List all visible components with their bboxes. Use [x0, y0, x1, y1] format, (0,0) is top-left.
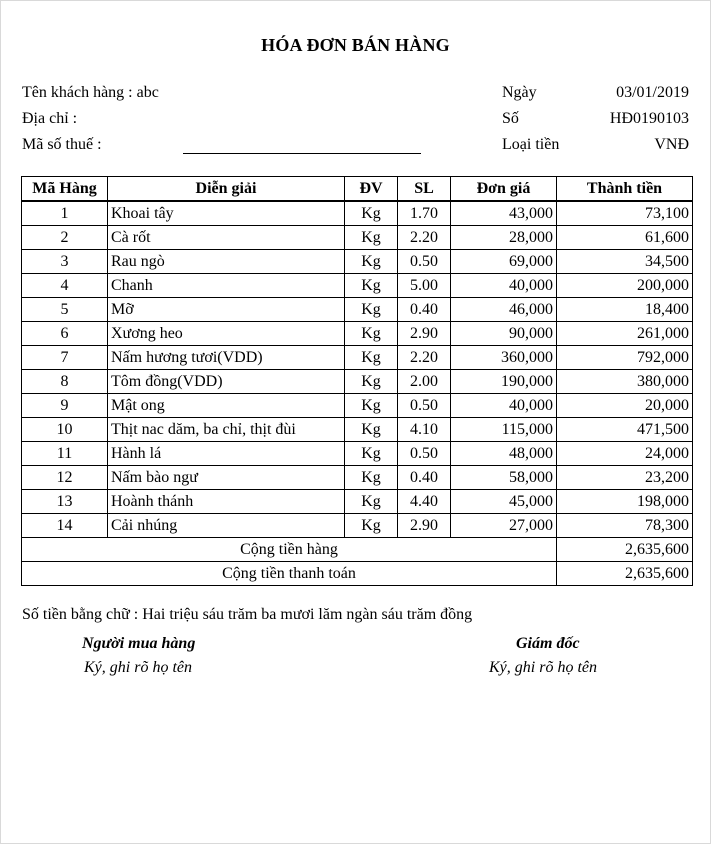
item-description: Nấm hương tươi(VDD)	[108, 346, 345, 370]
subtotal-value: 2,635,600	[557, 538, 693, 562]
item-unit-price: 115,000	[451, 418, 557, 442]
item-description: Mật ong	[108, 394, 345, 418]
total-label: Cộng tiền thanh toán	[22, 562, 557, 586]
item-quantity: 5.00	[398, 274, 451, 298]
currency-value: VNĐ	[654, 136, 689, 153]
table-row	[22, 274, 693, 298]
item-unit: Kg	[345, 201, 398, 226]
buyer-signature-title: Người mua hàng	[82, 635, 196, 652]
item-amount: 61,600	[557, 226, 693, 250]
item-code: 12	[22, 466, 108, 490]
item-amount: 380,000	[557, 370, 693, 394]
item-code: 13	[22, 490, 108, 514]
item-unit-price: 40,000	[451, 274, 557, 298]
item-unit-price: 360,000	[451, 346, 557, 370]
table-header-row	[22, 177, 693, 202]
item-amount: 792,000	[557, 346, 693, 370]
header-unit: ĐV	[345, 177, 398, 202]
tax-code-label: Mã số thuế :	[22, 136, 102, 153]
director-signature-note: Ký, ghi rõ họ tên	[489, 659, 597, 676]
item-unit: Kg	[345, 346, 398, 370]
item-description: Thịt nac dăm, ba chỉ, thịt đùi	[108, 418, 345, 442]
item-amount: 200,000	[557, 274, 693, 298]
item-amount: 18,400	[557, 298, 693, 322]
item-quantity: 0.50	[398, 394, 451, 418]
invoice-items-table	[21, 176, 693, 586]
currency-label: Loại tiền	[502, 136, 560, 153]
item-description: Tôm đồng(VDD)	[108, 370, 345, 394]
item-description: Nấm bào ngư	[108, 466, 345, 490]
item-unit: Kg	[345, 442, 398, 466]
table-row	[22, 466, 693, 490]
item-unit-price: 40,000	[451, 394, 557, 418]
table-row	[22, 418, 693, 442]
item-code: 10	[22, 418, 108, 442]
item-unit: Kg	[345, 298, 398, 322]
item-description: Khoai tây	[108, 201, 345, 226]
item-unit: Kg	[345, 322, 398, 346]
item-description: Hoành thánh	[108, 490, 345, 514]
total-row	[22, 562, 693, 586]
item-unit-price: 43,000	[451, 201, 557, 226]
item-quantity: 2.20	[398, 226, 451, 250]
header-unit-price: Đơn giá	[451, 177, 557, 202]
table-row	[22, 322, 693, 346]
table-row	[22, 442, 693, 466]
item-amount: 261,000	[557, 322, 693, 346]
invoice-number-label: Số	[502, 110, 519, 127]
item-amount: 73,100	[557, 201, 693, 226]
item-amount: 23,200	[557, 466, 693, 490]
item-amount: 34,500	[557, 250, 693, 274]
table-row	[22, 298, 693, 322]
amount-in-words: Số tiền bằng chữ : Hai triệu sáu trăm ba mươi lăm ngàn sáu trăm đồng	[22, 606, 473, 623]
tax-code-underline	[183, 153, 421, 154]
item-description: Chanh	[108, 274, 345, 298]
item-quantity: 2.20	[398, 346, 451, 370]
buyer-signature-note: Ký, ghi rõ họ tên	[84, 659, 192, 676]
item-code: 1	[22, 201, 108, 226]
subtotal-row	[22, 538, 693, 562]
item-quantity: 4.10	[398, 418, 451, 442]
item-code: 3	[22, 250, 108, 274]
item-quantity: 4.40	[398, 490, 451, 514]
item-unit: Kg	[345, 226, 398, 250]
item-unit-price: 48,000	[451, 442, 557, 466]
date-label: Ngày	[502, 84, 537, 101]
table-row	[22, 490, 693, 514]
item-unit-price: 45,000	[451, 490, 557, 514]
item-quantity: 0.40	[398, 298, 451, 322]
item-unit-price: 90,000	[451, 322, 557, 346]
subtotal-label: Cộng tiền hàng	[22, 538, 557, 562]
header-quantity: SL	[398, 177, 451, 202]
header-amount: Thành tiền	[557, 177, 693, 202]
item-description: Hành lá	[108, 442, 345, 466]
item-unit-price: 69,000	[451, 250, 557, 274]
item-unit-price: 27,000	[451, 514, 557, 538]
director-signature-title: Giám đốc	[516, 635, 580, 652]
item-description: Cà rốt	[108, 226, 345, 250]
item-code: 2	[22, 226, 108, 250]
invoice-number-value: HĐ0190103	[609, 110, 689, 127]
item-code: 9	[22, 394, 108, 418]
header-item-code: Mã Hàng	[22, 177, 108, 202]
item-amount: 20,000	[557, 394, 693, 418]
table-row	[22, 201, 693, 226]
item-quantity: 0.50	[398, 250, 451, 274]
address-label: Địa chỉ :	[22, 110, 78, 127]
item-unit-price: 46,000	[451, 298, 557, 322]
invoice-title: HÓA ĐƠN BÁN HÀNG	[261, 35, 450, 55]
item-unit: Kg	[345, 466, 398, 490]
item-unit-price: 28,000	[451, 226, 557, 250]
item-code: 5	[22, 298, 108, 322]
item-amount: 24,000	[557, 442, 693, 466]
item-unit: Kg	[345, 274, 398, 298]
table-row	[22, 250, 693, 274]
table-row	[22, 514, 693, 538]
item-quantity: 2.90	[398, 514, 451, 538]
item-code: 8	[22, 370, 108, 394]
table-row	[22, 394, 693, 418]
item-code: 7	[22, 346, 108, 370]
item-unit-price: 190,000	[451, 370, 557, 394]
item-unit: Kg	[345, 514, 398, 538]
header-description: Diễn giải	[108, 177, 345, 202]
table-row	[22, 370, 693, 394]
item-amount: 198,000	[557, 490, 693, 514]
item-unit: Kg	[345, 394, 398, 418]
table-row	[22, 346, 693, 370]
item-description: Rau ngò	[108, 250, 345, 274]
item-unit-price: 58,000	[451, 466, 557, 490]
item-code: 6	[22, 322, 108, 346]
item-amount: 471,500	[557, 418, 693, 442]
item-quantity: 1.70	[398, 201, 451, 226]
item-quantity: 0.40	[398, 466, 451, 490]
item-unit: Kg	[345, 250, 398, 274]
item-unit: Kg	[345, 418, 398, 442]
table-row	[22, 226, 693, 250]
date-value: 03/01/2019	[616, 84, 689, 101]
total-value: 2,635,600	[557, 562, 693, 586]
item-quantity: 0.50	[398, 442, 451, 466]
item-amount: 78,300	[557, 514, 693, 538]
item-quantity: 2.00	[398, 370, 451, 394]
item-description: Cải nhúng	[108, 514, 345, 538]
item-code: 11	[22, 442, 108, 466]
item-description: Mỡ	[108, 298, 345, 322]
item-quantity: 2.90	[398, 322, 451, 346]
item-code: 14	[22, 514, 108, 538]
item-unit: Kg	[345, 370, 398, 394]
item-code: 4	[22, 274, 108, 298]
customer-name-label: Tên khách hàng : abc	[22, 84, 159, 101]
item-description: Xương heo	[108, 322, 345, 346]
item-unit: Kg	[345, 490, 398, 514]
